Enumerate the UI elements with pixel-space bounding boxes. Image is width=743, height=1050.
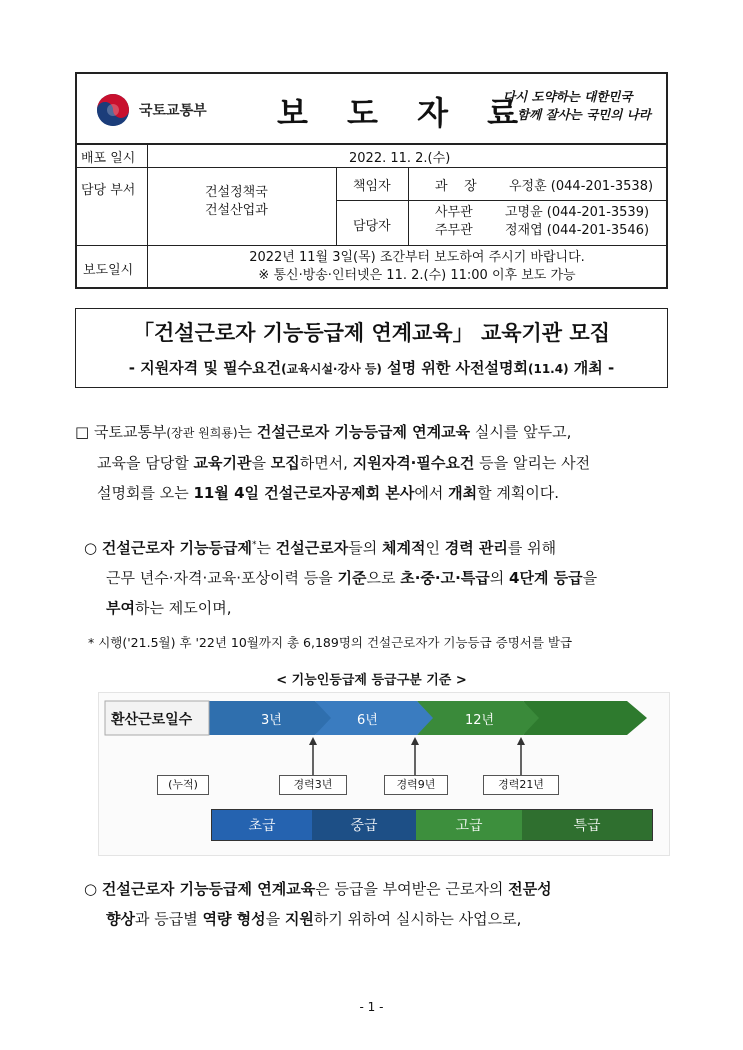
slogan-line-1: 다시 도약하는 대한민국 bbox=[503, 89, 633, 104]
text-bold: 전문성 bbox=[508, 880, 552, 898]
staff-titles bbox=[435, 204, 473, 240]
dist-date-label: 배포 일시 bbox=[81, 150, 136, 166]
taegeuk-icon bbox=[95, 92, 131, 128]
text-small: (장관 원희룡) bbox=[166, 426, 238, 440]
dept-bureau: 건설정책국 bbox=[205, 185, 268, 200]
stage-arrow-4 bbox=[523, 701, 647, 735]
subtitle-part-1: - 지원자격 및 필수요건 bbox=[128, 359, 282, 377]
text: 인 bbox=[425, 539, 445, 557]
slogan-line-2: 함께 잘사는 국민의 나라 bbox=[517, 107, 651, 122]
text: 근무 년수·자격·교육·포상이력 등을 bbox=[106, 569, 338, 587]
ministry-logo bbox=[95, 92, 131, 128]
text: 에서 bbox=[414, 484, 449, 502]
staff-1-title: 사무관 bbox=[435, 205, 473, 220]
text: 하면서, bbox=[299, 454, 353, 472]
text-bold: 건설근로자 기능등급제 연계교육 bbox=[256, 423, 471, 441]
grade-expert: 특급 bbox=[522, 810, 652, 840]
text-bold: 건설근로자 기능등급제 연계교육 bbox=[101, 880, 316, 898]
text: 을 bbox=[251, 454, 271, 472]
stage-label-2: 6년 bbox=[357, 713, 378, 728]
text: 교육을 담당할 bbox=[97, 454, 194, 472]
text-bold: 향상 bbox=[106, 910, 135, 928]
row-label: 환산근로일수 bbox=[111, 712, 193, 728]
cumulative-label: (누적) bbox=[157, 775, 209, 795]
text: 를 위해 bbox=[507, 539, 557, 557]
subtitle-small-1: (교육시설·강사 등) bbox=[281, 362, 382, 376]
subtitle-part-3: 개최 - bbox=[568, 359, 615, 377]
dist-date-value: 2022. 11. 2.(수) bbox=[349, 150, 451, 166]
career-label-3: 경력21년 bbox=[483, 775, 559, 795]
dept-label: 담당 부서 bbox=[81, 182, 136, 198]
text-bold: 역량 형성 bbox=[202, 910, 266, 928]
ministry-name: 국토교통부 bbox=[139, 103, 207, 119]
text-bold: 부여 bbox=[106, 599, 135, 617]
footnote: * 시행('21.5월) 후 '22년 10월까지 총 6,189명의 건설근로자가 기능등급 증명서를 발급 bbox=[88, 635, 573, 650]
subtitle-small-2: (11.4) bbox=[528, 362, 569, 376]
text: 으로 bbox=[366, 569, 401, 587]
text: 는 bbox=[237, 423, 257, 441]
text: 실시를 앞두고, bbox=[470, 423, 572, 441]
staff-1-name: 고명윤 (044-201-3539) bbox=[505, 205, 650, 220]
text-bold: 4단계 등급 bbox=[509, 569, 583, 587]
text: 하기 위하여 실시하는 사업으로, bbox=[313, 910, 522, 928]
release-line-2: ※ 통신·방송·인터넷은 11. 2.(수) 11:00 이후 보도 가능 bbox=[258, 268, 576, 283]
diagram-caption: < 기능인등급제 등급구분 기준 > bbox=[276, 673, 467, 688]
press-release-header bbox=[75, 72, 668, 289]
grade-advanced: 고급 bbox=[416, 810, 522, 840]
text: 을 bbox=[265, 910, 285, 928]
threshold-arrows bbox=[99, 737, 669, 777]
paragraph-linked-education bbox=[84, 874, 679, 934]
staff-2-title: 주무관 bbox=[435, 223, 473, 238]
text-bold: 건설근로자 bbox=[275, 539, 349, 557]
responsible-title: 과 장 bbox=[435, 178, 477, 194]
text-bold: 지원자격·필수요건 bbox=[352, 454, 475, 472]
circle-bullet: ○ bbox=[84, 880, 98, 898]
staff-names bbox=[505, 204, 649, 240]
staff-2-name: 정재엽 (044-201-3546) bbox=[505, 223, 650, 238]
responsible-label: 책임자 bbox=[353, 178, 391, 194]
text-bold: 모집 bbox=[270, 454, 300, 472]
text-bold: 체계적 bbox=[381, 539, 426, 557]
text: 하는 제도이며, bbox=[134, 599, 232, 617]
page-number: - 1 - bbox=[359, 1000, 384, 1014]
threshold-arrowhead-1 bbox=[309, 737, 317, 745]
stage-label-1: 3년 bbox=[261, 713, 282, 728]
release-line-1: 2022년 11월 3일(목) 조간부터 보도하여 주시기 바랍니다. bbox=[249, 250, 585, 265]
headline-box bbox=[75, 308, 668, 388]
headline-title: 「건설근로자 기능등급제 연계교육」 교육기관 모집 bbox=[133, 321, 610, 345]
text: 들의 bbox=[348, 539, 382, 557]
text: 의 bbox=[489, 569, 510, 587]
text: 은 등급을 부여받은 근로자의 bbox=[315, 880, 509, 898]
text-bold: 지원 bbox=[284, 910, 314, 928]
square-bullet: □ bbox=[75, 423, 90, 441]
stage-label-3: 12년 bbox=[465, 713, 495, 728]
text-bold: 초·중·고·특급 bbox=[400, 569, 490, 587]
circle-bullet: ○ bbox=[84, 539, 98, 557]
grade-beginner: 초급 bbox=[212, 810, 312, 840]
grade-criteria-diagram bbox=[98, 692, 670, 856]
text-bold: 교육기관 bbox=[193, 454, 252, 472]
document-type-title: 보 도 자 료 bbox=[277, 94, 533, 132]
career-label-1: 경력3년 bbox=[279, 775, 347, 795]
text: 국토교통부 bbox=[93, 423, 167, 441]
text-bold: 개최 bbox=[448, 484, 478, 502]
paragraph-grading-system bbox=[84, 530, 679, 623]
text: 등을 알리는 사전 bbox=[474, 454, 591, 472]
text: 설명회를 오는 bbox=[97, 484, 194, 502]
text: 할 계획이다. bbox=[477, 484, 560, 502]
text: 는 bbox=[256, 539, 276, 557]
grade-intermediate: 중급 bbox=[312, 810, 416, 840]
government-slogan bbox=[497, 88, 657, 124]
dept-names bbox=[205, 184, 268, 220]
text: 과 등급별 bbox=[134, 910, 203, 928]
paragraph-intro bbox=[75, 417, 675, 508]
text: 을 bbox=[582, 569, 598, 587]
text-bold: 경력 관리 bbox=[444, 539, 508, 557]
text-bold: 11월 4일 건설근로자공제회 본사 bbox=[193, 484, 415, 502]
headline-subtitle bbox=[76, 357, 667, 378]
release-note bbox=[187, 249, 647, 285]
release-label: 보도일시 bbox=[83, 262, 134, 278]
footnote-marker: * bbox=[252, 540, 257, 550]
dept-division: 건설산업과 bbox=[205, 203, 268, 218]
grade-bar bbox=[211, 809, 653, 841]
text-bold: 건설근로자 기능등급제 bbox=[101, 539, 252, 557]
career-label-2: 경력9년 bbox=[384, 775, 448, 795]
threshold-arrowhead-2 bbox=[411, 737, 419, 745]
subtitle-part-2: 설명 위한 사전설명회 bbox=[381, 359, 528, 377]
responsible-name: 우정훈 (044-201-3538) bbox=[509, 178, 654, 194]
text-bold: 기준 bbox=[337, 569, 367, 587]
staff-label: 담당자 bbox=[353, 218, 391, 234]
threshold-arrowhead-3 bbox=[517, 737, 525, 745]
